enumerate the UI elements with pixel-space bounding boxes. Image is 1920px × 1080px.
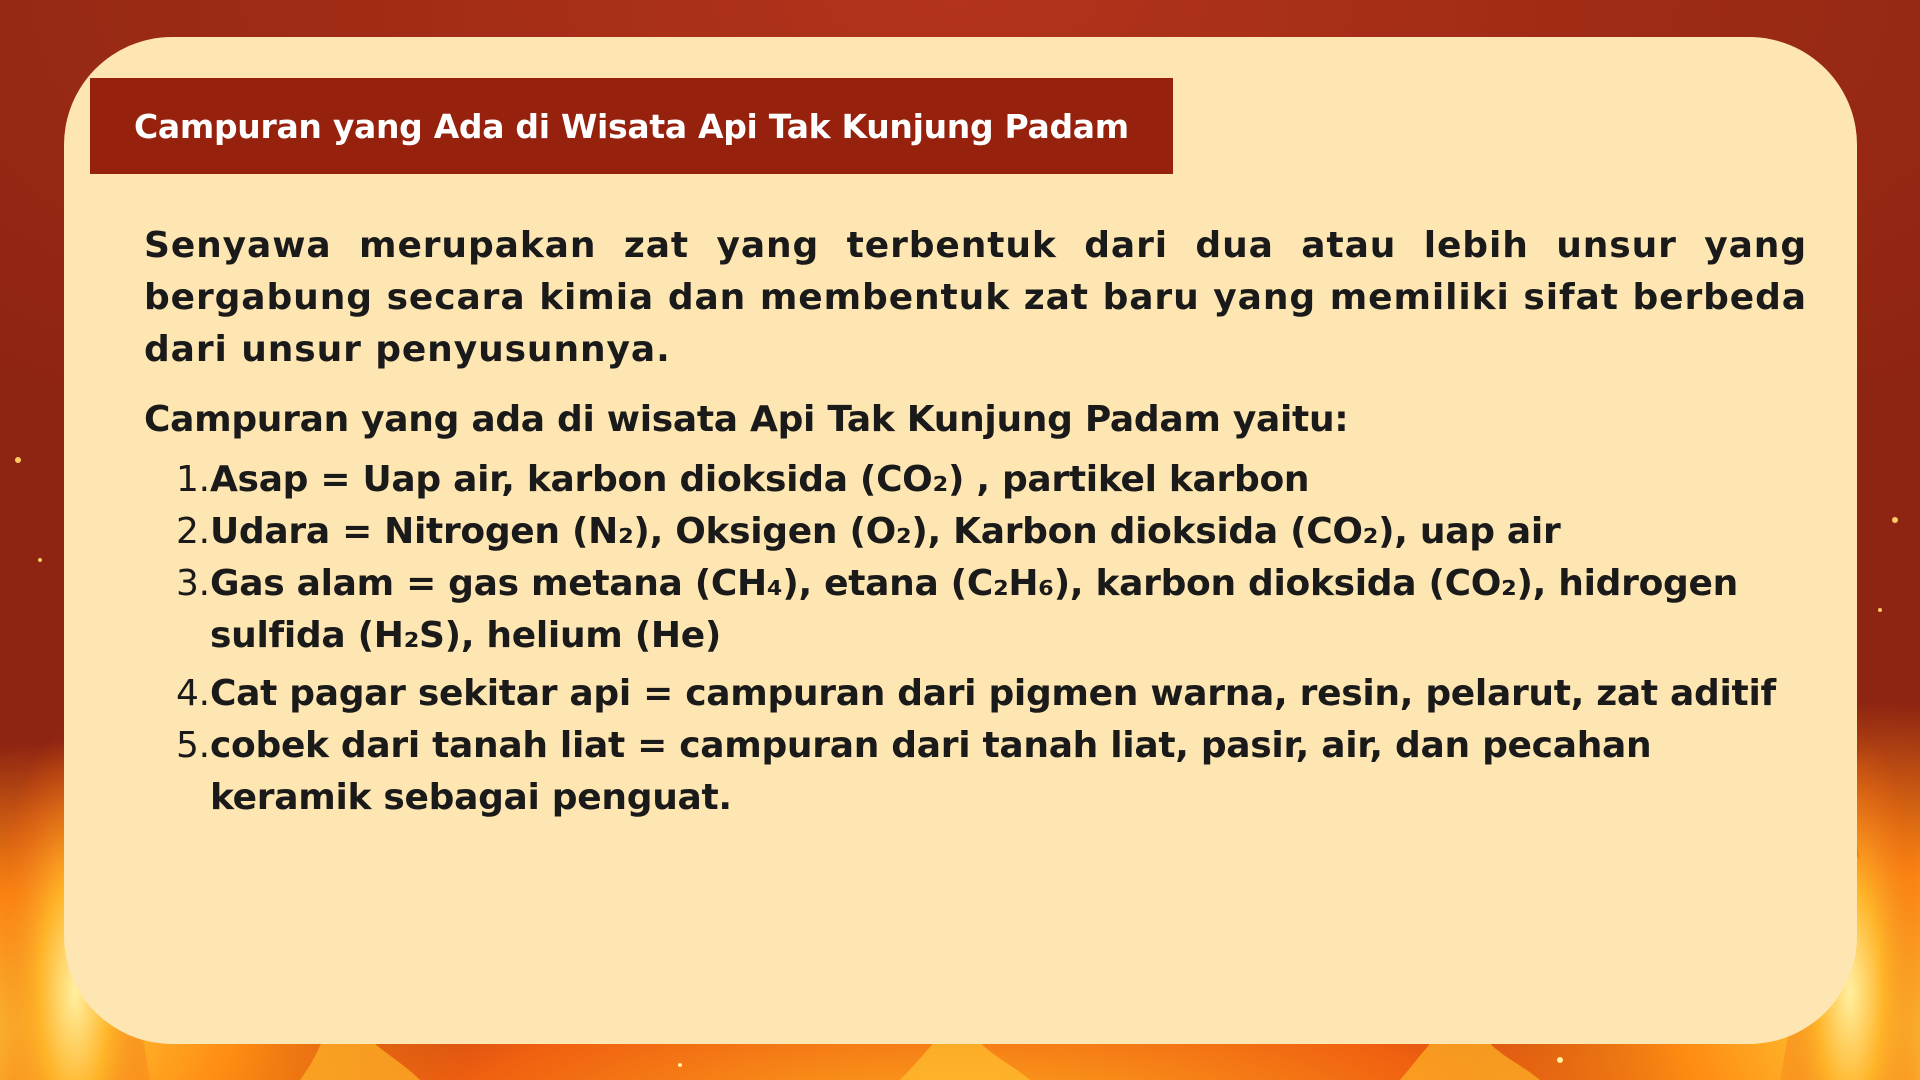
list-number: 4. [176,673,210,714]
list-intro: Campuran yang ada di wisata Api Tak Kunjung Padam yaitu: [144,399,1349,440]
list-item-text: Cat pagar sekitar api = campuran dari pigmen warna, resin, pelarut, zat aditif [210,673,1776,714]
mixture-list [144,454,1807,824]
list-item-text: cobek dari tanah liat = campuran dari tanah liat, pasir, air, dan pecahan keramik sebagai penguat. [210,725,1652,818]
content-body [144,220,1807,824]
list-number: 2. [176,511,210,552]
list-item-text: Udara = Nitrogen (N₂), Oksigen (O₂), Karbon dioksida (CO₂), uap air [210,511,1561,552]
list-number: 5. [176,725,210,766]
list-item [144,454,1807,506]
list-item [144,506,1807,558]
list-item [144,558,1807,662]
list-item [144,720,1807,824]
list-number: 3. [176,563,210,604]
definition-paragraph: Senyawa merupakan zat yang terbentuk dari dua atau lebih unsur yang bergabung secara kimia dan membentuk zat baru yang memiliki sifat berbeda dari unsur penyusunnya. [144,225,1807,370]
list-item [144,668,1807,720]
list-number: 1. [176,459,210,500]
list-item-text: Gas alam = gas metana (CH₄), etana (C₂H₆), karbon dioksida (CO₂), hidrogen sulfida (H₂S), helium (He) [210,563,1738,656]
list-item-text: Asap = Uap air, karbon dioksida (CO₂) , partikel karbon [210,459,1310,500]
page-title: Campuran yang Ada di Wisata Api Tak Kunjung Padam [134,106,1129,146]
title-banner [90,78,1173,174]
